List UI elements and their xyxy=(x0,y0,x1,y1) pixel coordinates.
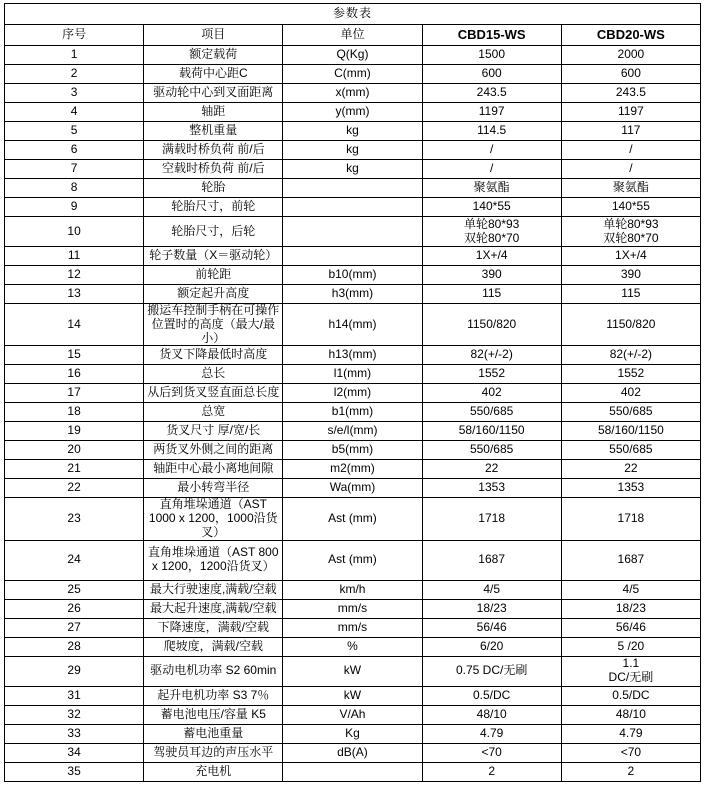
row-number: 23 xyxy=(5,498,144,540)
row-unit: h14(mm) xyxy=(283,304,422,346)
row-value-model-2: 1150/820 xyxy=(561,304,700,346)
row-value-model-1: 1X+/4 xyxy=(422,247,561,266)
row-value-model-1: 1500 xyxy=(422,46,561,65)
row-unit: kW xyxy=(283,656,422,686)
row-unit: y(mm) xyxy=(283,103,422,122)
row-item-label: 蓄电池电压/容量 K5 xyxy=(144,705,283,724)
row-value-model-1: / xyxy=(422,160,561,179)
row-unit: C(mm) xyxy=(283,65,422,84)
row-value-model-1: 402 xyxy=(422,384,561,403)
row-unit: l1(mm) xyxy=(283,365,422,384)
row-item-label: 满载时桥负荷 前/后 xyxy=(144,141,283,160)
row-value-model-1: / xyxy=(422,141,561,160)
table-row xyxy=(5,304,701,346)
row-unit: b10(mm) xyxy=(283,266,422,285)
row-value-model-1: 58/160/1150 xyxy=(422,422,561,441)
table-row xyxy=(5,198,701,217)
table-row xyxy=(5,384,701,403)
row-value-model-2: 550/685 xyxy=(561,441,700,460)
row-unit: kg xyxy=(283,122,422,141)
table-header-row xyxy=(5,25,701,46)
table-row xyxy=(5,46,701,65)
row-unit: x(mm) xyxy=(283,84,422,103)
row-value-model-2: 1197 xyxy=(561,103,700,122)
row-number: 18 xyxy=(5,403,144,422)
row-item-label: 驱动轮中心到叉面距离 xyxy=(144,84,283,103)
row-value-model-1: 114.5 xyxy=(422,122,561,141)
table-row xyxy=(5,599,701,618)
row-value-model-1: 1150/820 xyxy=(422,304,561,346)
row-number: 27 xyxy=(5,618,144,637)
row-number: 22 xyxy=(5,479,144,498)
row-unit: mm/s xyxy=(283,618,422,637)
row-number: 9 xyxy=(5,198,144,217)
row-number: 6 xyxy=(5,141,144,160)
row-number: 26 xyxy=(5,599,144,618)
row-value-model-1: 4.79 xyxy=(422,724,561,743)
column-header-item: 项目 xyxy=(144,25,283,46)
row-value-model-2: 2000 xyxy=(561,46,700,65)
row-number: 28 xyxy=(5,637,144,656)
row-unit: l2(mm) xyxy=(283,384,422,403)
row-value-model-1: <70 xyxy=(422,743,561,762)
row-value-model-2: 2 xyxy=(561,762,700,781)
table-row xyxy=(5,266,701,285)
row-number: 32 xyxy=(5,705,144,724)
row-value-model-1: 18/23 xyxy=(422,599,561,618)
table-row xyxy=(5,479,701,498)
row-item-label: 最小转弯半径 xyxy=(144,479,283,498)
table-row xyxy=(5,580,701,599)
table-row xyxy=(5,160,701,179)
row-item-label: 总长 xyxy=(144,365,283,384)
row-item-label: 轮子数量（X＝驱动轮） xyxy=(144,247,283,266)
row-unit: b1(mm) xyxy=(283,403,422,422)
row-unit: dB(A) xyxy=(283,743,422,762)
row-value-model-1: 1353 xyxy=(422,479,561,498)
row-value-model-2: 5 /20 xyxy=(561,637,700,656)
row-unit: Q(Kg) xyxy=(283,46,422,65)
row-unit: s/e/l(mm) xyxy=(283,422,422,441)
row-number: 12 xyxy=(5,266,144,285)
row-item-label: 载荷中心距C xyxy=(144,65,283,84)
row-unit: kg xyxy=(283,160,422,179)
row-value-model-2: 140*55 xyxy=(561,198,700,217)
row-item-label: 轴距中心最小离地间隙 xyxy=(144,460,283,479)
row-unit: % xyxy=(283,637,422,656)
row-value-model-2: 0.5/DC xyxy=(561,686,700,705)
row-unit: mm/s xyxy=(283,599,422,618)
row-number: 13 xyxy=(5,285,144,304)
table-row xyxy=(5,498,701,540)
row-value-model-2: 243.5 xyxy=(561,84,700,103)
row-value-model-1: 390 xyxy=(422,266,561,285)
row-number: 35 xyxy=(5,762,144,781)
row-value-model-2: 1X+/4 xyxy=(561,247,700,266)
row-item-label: 驱动电机功率 S2 60min xyxy=(144,656,283,686)
row-item-label: 最大行驶速度,满载/空载 xyxy=(144,580,283,599)
row-value-model-1: 4/5 xyxy=(422,580,561,599)
table-row xyxy=(5,84,701,103)
table-row xyxy=(5,762,701,781)
row-item-label: 直角堆垛通道（AST 1000 x 1200，1000沿货叉） xyxy=(144,498,283,540)
table-row xyxy=(5,637,701,656)
row-item-label: 从后到货叉竖直面总长度 xyxy=(144,384,283,403)
table-row xyxy=(5,422,701,441)
column-header-unit: 单位 xyxy=(283,25,422,46)
row-item-label: 最大起升速度,满载/空载 xyxy=(144,599,283,618)
row-value-model-1: 82(+/-2) xyxy=(422,346,561,365)
row-value-model-2: 聚氨酯 xyxy=(561,179,700,198)
table-row xyxy=(5,103,701,122)
table-row xyxy=(5,460,701,479)
row-number: 2 xyxy=(5,65,144,84)
title-row xyxy=(5,4,701,25)
row-value-model-2: 115 xyxy=(561,285,700,304)
row-value-model-1: 56/46 xyxy=(422,618,561,637)
row-number: 19 xyxy=(5,422,144,441)
table-row xyxy=(5,618,701,637)
row-value-model-2: 1.1 DC/无刷 xyxy=(561,656,700,686)
row-unit: Ast (mm) xyxy=(283,498,422,540)
row-value-model-2: 390 xyxy=(561,266,700,285)
row-value-model-1: 2 xyxy=(422,762,561,781)
row-unit: km/h xyxy=(283,580,422,599)
table-row xyxy=(5,365,701,384)
row-value-model-1: 单轮80*93 双轮80*70 xyxy=(422,217,561,247)
row-item-label: 额定载荷 xyxy=(144,46,283,65)
table-row xyxy=(5,441,701,460)
row-unit: b5(mm) xyxy=(283,441,422,460)
column-header-model-2: CBD20-WS xyxy=(561,25,700,46)
row-value-model-2: 56/46 xyxy=(561,618,700,637)
row-number: 11 xyxy=(5,247,144,266)
row-value-model-1: 1197 xyxy=(422,103,561,122)
row-value-model-2: 4.79 xyxy=(561,724,700,743)
row-item-label: 两货叉外侧之间的距离 xyxy=(144,441,283,460)
row-value-model-2: 4/5 xyxy=(561,580,700,599)
row-item-label: 驾驶员耳边的声压水平 xyxy=(144,743,283,762)
row-number: 33 xyxy=(5,724,144,743)
row-value-model-1: 22 xyxy=(422,460,561,479)
row-value-model-1: 243.5 xyxy=(422,84,561,103)
row-value-model-2: 48/10 xyxy=(561,705,700,724)
row-unit xyxy=(283,198,422,217)
row-value-model-1: 6/20 xyxy=(422,637,561,656)
row-item-label: 前轮距 xyxy=(144,266,283,285)
row-value-model-1: 115 xyxy=(422,285,561,304)
row-number: 7 xyxy=(5,160,144,179)
row-value-model-2: / xyxy=(561,160,700,179)
table-row xyxy=(5,403,701,422)
row-unit: m2(mm) xyxy=(283,460,422,479)
table-row xyxy=(5,686,701,705)
row-value-model-1: 140*55 xyxy=(422,198,561,217)
table-row xyxy=(5,743,701,762)
row-number: 20 xyxy=(5,441,144,460)
row-unit xyxy=(283,179,422,198)
row-value-model-1: 1552 xyxy=(422,365,561,384)
row-number: 21 xyxy=(5,460,144,479)
row-value-model-2: 22 xyxy=(561,460,700,479)
row-value-model-2: / xyxy=(561,141,700,160)
row-number: 14 xyxy=(5,304,144,346)
row-value-model-1: 聚氨酯 xyxy=(422,179,561,198)
row-value-model-2: 402 xyxy=(561,384,700,403)
row-number: 25 xyxy=(5,580,144,599)
row-item-label: 直角堆垛通道（AST 800 x 1200，1200沿货叉） xyxy=(144,540,283,580)
row-item-label: 爬坡度，满载/空载 xyxy=(144,637,283,656)
row-value-model-2: 单轮80*93 双轮80*70 xyxy=(561,217,700,247)
row-item-label: 轴距 xyxy=(144,103,283,122)
table-body xyxy=(5,4,701,782)
row-value-model-1: 48/10 xyxy=(422,705,561,724)
row-number: 8 xyxy=(5,179,144,198)
row-value-model-2: <70 xyxy=(561,743,700,762)
table-row xyxy=(5,540,701,580)
row-value-model-1: 0.5/DC xyxy=(422,686,561,705)
row-unit xyxy=(283,247,422,266)
row-item-label: 货叉尺寸 厚/宽/长 xyxy=(144,422,283,441)
row-number: 34 xyxy=(5,743,144,762)
row-item-label: 搬运车控制手柄在可操作位置时的高度（最大/最小） xyxy=(144,304,283,346)
row-number: 17 xyxy=(5,384,144,403)
row-number: 10 xyxy=(5,217,144,247)
table-row xyxy=(5,656,701,686)
row-unit: h3(mm) xyxy=(283,285,422,304)
row-value-model-2: 82(+/-2) xyxy=(561,346,700,365)
row-item-label: 充电机 xyxy=(144,762,283,781)
row-value-model-1: 550/685 xyxy=(422,441,561,460)
row-value-model-2: 1718 xyxy=(561,498,700,540)
table-row xyxy=(5,217,701,247)
row-item-label: 蓄电池重量 xyxy=(144,724,283,743)
table-row xyxy=(5,285,701,304)
row-unit: h13(mm) xyxy=(283,346,422,365)
row-value-model-1: 0.75 DC/无刷 xyxy=(422,656,561,686)
row-unit: Ast (mm) xyxy=(283,540,422,580)
row-number: 31 xyxy=(5,686,144,705)
row-value-model-2: 600 xyxy=(561,65,700,84)
row-unit: V/Ah xyxy=(283,705,422,724)
row-number: 16 xyxy=(5,365,144,384)
row-number: 4 xyxy=(5,103,144,122)
row-value-model-2: 58/160/1150 xyxy=(561,422,700,441)
row-value-model-2: 117 xyxy=(561,122,700,141)
table-row xyxy=(5,141,701,160)
row-unit xyxy=(283,762,422,781)
table-row xyxy=(5,247,701,266)
row-item-label: 空载时桥负荷 前/后 xyxy=(144,160,283,179)
row-number: 24 xyxy=(5,540,144,580)
table-row xyxy=(5,122,701,141)
parameter-table xyxy=(4,3,701,782)
table-row xyxy=(5,705,701,724)
row-value-model-2: 1687 xyxy=(561,540,700,580)
row-unit: kg xyxy=(283,141,422,160)
row-value-model-1: 550/685 xyxy=(422,403,561,422)
row-item-label: 整机重量 xyxy=(144,122,283,141)
column-header-no: 序号 xyxy=(5,25,144,46)
table-row xyxy=(5,179,701,198)
row-item-label: 总宽 xyxy=(144,403,283,422)
row-value-model-2: 1353 xyxy=(561,479,700,498)
column-header-model-1: CBD15-WS xyxy=(422,25,561,46)
table-row xyxy=(5,346,701,365)
row-item-label: 轮胎尺寸，前轮 xyxy=(144,198,283,217)
row-value-model-1: 1718 xyxy=(422,498,561,540)
row-unit xyxy=(283,217,422,247)
row-number: 1 xyxy=(5,46,144,65)
row-unit: Wa(mm) xyxy=(283,479,422,498)
table-row xyxy=(5,65,701,84)
row-value-model-1: 1687 xyxy=(422,540,561,580)
row-unit: Kg xyxy=(283,724,422,743)
row-unit: kW xyxy=(283,686,422,705)
row-item-label: 轮胎 xyxy=(144,179,283,198)
row-value-model-2: 550/685 xyxy=(561,403,700,422)
row-number: 29 xyxy=(5,656,144,686)
row-value-model-2: 18/23 xyxy=(561,599,700,618)
row-number: 15 xyxy=(5,346,144,365)
row-number: 5 xyxy=(5,122,144,141)
row-item-label: 下降速度，满载/空载 xyxy=(144,618,283,637)
page-title: 参数表 xyxy=(5,4,701,25)
row-value-model-2: 1552 xyxy=(561,365,700,384)
row-item-label: 额定起升高度 xyxy=(144,285,283,304)
row-value-model-1: 600 xyxy=(422,65,561,84)
row-item-label: 轮胎尺寸，后轮 xyxy=(144,217,283,247)
row-item-label: 起升电机功率 S3 7％ xyxy=(144,686,283,705)
row-number: 3 xyxy=(5,84,144,103)
table-row xyxy=(5,724,701,743)
row-item-label: 货叉下降最低时高度 xyxy=(144,346,283,365)
